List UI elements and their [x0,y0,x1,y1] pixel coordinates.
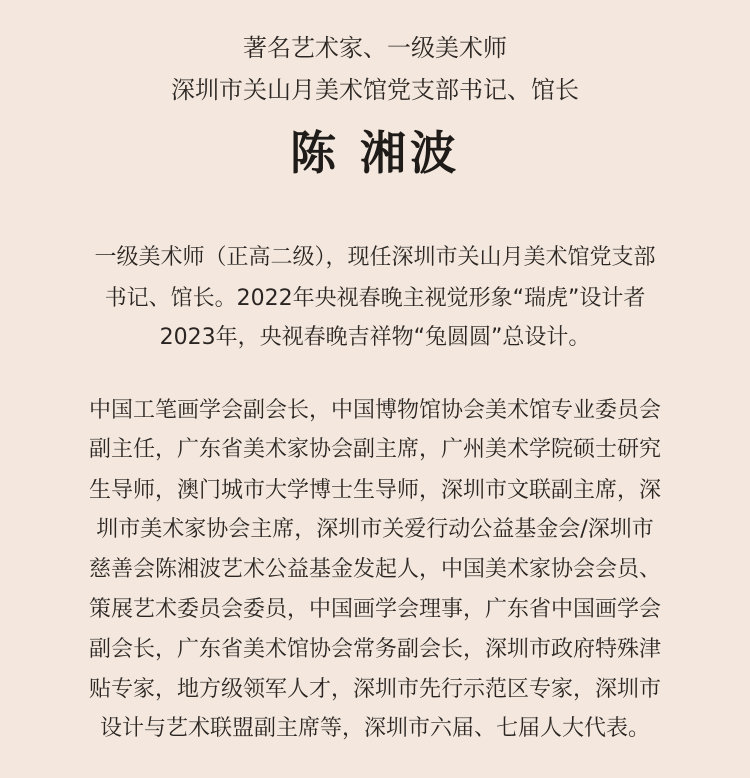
intro-line: 2023年，央视春晚吉祥物“兔圆圆”总设计。 [159,325,591,350]
bio-line: 慈善会陈湘波艺术公益基金发起人，中国美术家协会会员、 [88,557,661,582]
intro-line: 一级美术师（正高二级），现任深圳市关山月美术馆党支部 [94,245,656,270]
bio-line: 贴专家，地方级领军人才，深圳市先行示范区专家，深圳市 [88,677,661,702]
intro-line: 书记、馆长。2022年央视春晚主视觉形象“瑞虎”设计者 [104,286,646,311]
title-honor: 著名艺术家、一级美术师 [243,34,507,62]
bio-line: 生导师，澳门城市大学博士生导师，深圳市文联副主席，深 [88,478,661,503]
bio-line: 副主任，广东省美术家协会副主席，广州美术学院硕士研究 [88,437,661,462]
bio-line: 圳市美术家协会主席，深圳市关爱行动公益基金会/深圳市 [96,517,654,542]
bio-line: 策展艺术委员会委员，中国画学会理事，广东省中国画学会 [88,597,661,622]
bio-line: 设计与艺术联盟副主席等，深圳市六届、七届人大代表。 [99,716,650,741]
person-name: 陈 湘波 [289,126,460,180]
title-position: 深圳市关山月美术馆党支部书记、馆长 [171,76,579,104]
bio-line: 中国工笔画学会副会长，中国博物馆协会美术馆专业委员会 [88,398,661,423]
bio-line: 副会长，广东省美术馆协会常务副会长，深圳市政府特殊津 [88,637,661,662]
